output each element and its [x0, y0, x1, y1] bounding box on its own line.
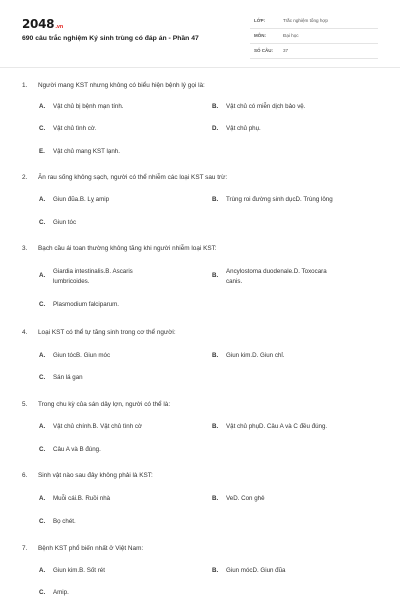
question-text: 5. Trong chu kỳ của sán dây lợn, người có thể là: — [22, 401, 171, 408]
document-meta — [250, 14, 378, 59]
logo-text: 2048 — [22, 17, 55, 31]
meta-value: Trắc nghiệm tổng hợp — [283, 18, 328, 23]
page-header — [0, 0, 400, 68]
meta-row-class — [250, 14, 378, 29]
meta-value: Đại học — [283, 33, 299, 38]
meta-value: 37 — [283, 48, 289, 53]
question-text: 1. Người mang KST nhưng không có biểu hiện bệnh lý gọi là: — [22, 82, 205, 89]
meta-label: LỚP: — [254, 18, 266, 23]
meta-row-count — [250, 44, 378, 59]
meta-label: MÔN: — [254, 33, 266, 38]
question-text: 3. Bạch cầu ái toan thường không tăng khi người nhiễm loại KST: — [22, 245, 217, 252]
document-title: 690 câu trắc nghiệm Ký sinh trùng có đáp án - Phần 47 — [22, 35, 199, 42]
question-text: 2. Ăn rau sống không sạch, người có thể nhiễm các loại KST sau trừ: — [22, 174, 228, 181]
meta-label: SỐ CÂU: — [254, 48, 273, 53]
logo-suffix: .vn — [55, 24, 64, 30]
site-logo[interactable] — [22, 17, 63, 31]
meta-row-subject — [250, 29, 378, 44]
question-text: 7. Bệnh KST phổ biến nhất ở Việt Nam: — [22, 545, 144, 552]
question-text: 6. Sinh vật nào sau đây không phải là KST: — [22, 472, 153, 479]
question-text: 4. Loại KST có thể tự tăng sinh trong cơ thể người: — [22, 329, 176, 336]
header-divider — [0, 67, 400, 68]
